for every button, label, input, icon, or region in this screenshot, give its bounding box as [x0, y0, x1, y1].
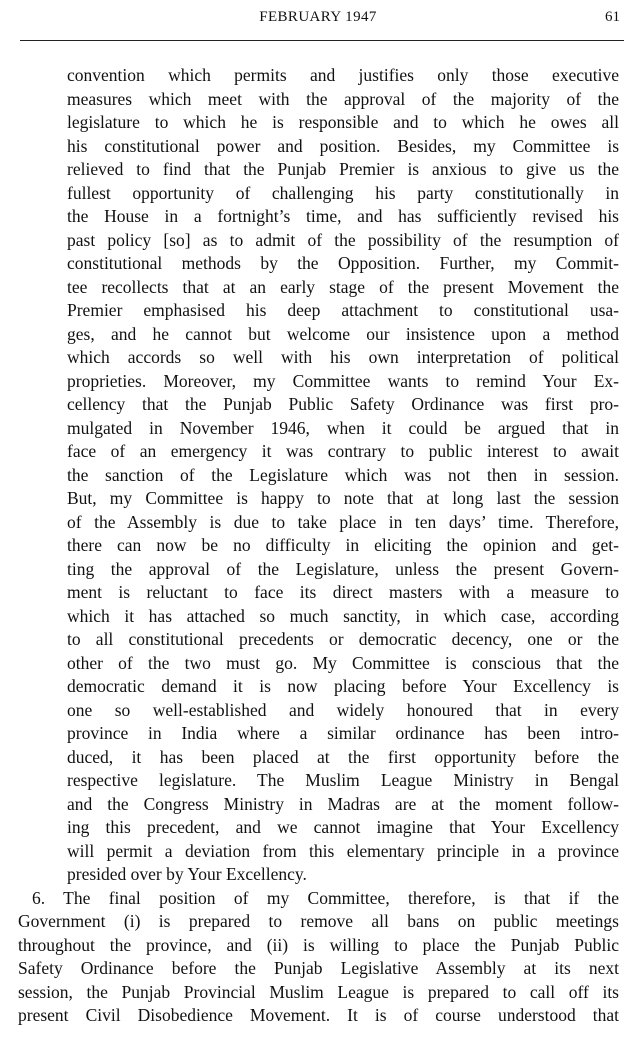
text-line: session, the Punjab Provincial Muslim League is prepared to call off its: [18, 981, 619, 1002]
running-title: FEBRUARY 1947: [259, 9, 377, 25]
text-line: which it has attached so much sanctity, in which case, according: [67, 605, 619, 626]
text-line: duced, it has been placed at the first opportunity before the: [67, 746, 619, 767]
text-line: fullest opportunity of challenging his party constitutionally in: [67, 182, 619, 203]
text-line: mulgated in November 1946, when it could be argued that in: [67, 417, 619, 438]
text-line: will permit a deviation from this elementary principle in a province: [67, 840, 619, 861]
text-line: past policy [so] as to admit of the possibility of the resumption of: [67, 229, 619, 250]
text-line: cellency that the Punjab Public Safety Ordinance was first pro-: [67, 394, 619, 414]
text-line: face of an emergency it was contrary to public interest to await: [67, 441, 619, 461]
page-header: [0, 6, 636, 30]
header-rule: [20, 40, 624, 41]
text-line: the sanction of the Legislature which was not then in session.: [67, 464, 619, 485]
text-line: proprieties. Moreover, my Committee wants to remind Your Ex-: [67, 370, 619, 391]
text-line: democratic demand it is now placing before Your Excellency is: [67, 676, 619, 696]
text-line: But, my Committee is happy to note that at long last the session: [67, 488, 619, 508]
text-line: one so well-established and widely honoured that in every: [67, 699, 619, 720]
page-body: [0, 64, 636, 1028]
text-line: measures which meet with the approval of the majority of the: [67, 88, 619, 109]
text-line: ges, and he cannot but welcome our insistence upon a method: [67, 323, 619, 344]
text-line: the House in a fortnight’s time, and has sufficiently revised his: [67, 206, 619, 226]
text-line: legislature to which he is responsible and to which he owes all: [67, 112, 619, 132]
quoted-letter-text: [0, 64, 636, 887]
text-line: and the Congress Ministry in Madras are at the moment follow-: [67, 793, 619, 814]
text-line: respective legislature. The Muslim League Ministry in Bengal: [67, 770, 619, 790]
text-line: ting the approval of the Legislature, unless the present Govern-: [67, 558, 619, 579]
text-line: tee recollects that at an early stage of the present Movement the: [67, 276, 619, 297]
page-number: 61: [605, 9, 620, 25]
text-line: Government (i) is prepared to remove all bans on public meetings: [18, 911, 619, 931]
paragraph-6: [0, 887, 636, 1028]
text-line: there can now be no difficulty in eliciting the opinion and get-: [67, 535, 619, 555]
text-line: other of the two must go. My Committee is conscious that the: [67, 652, 619, 673]
text-line: convention which permits and justifies only those executive: [67, 65, 619, 85]
text-line: 6. The final position of my Committee, therefore, is that if the: [32, 887, 619, 908]
text-line: to all constitutional precedents or democratic decency, one or the: [67, 629, 619, 649]
text-line: his constitutional power and position. Besides, my Committee is: [67, 135, 619, 156]
text-line: presided over by Your Excellency.: [67, 864, 307, 884]
text-line: present Civil Disobedience Movement. It is of course understood that: [18, 1005, 619, 1025]
text-line: constitutional methods by the Opposition. Further, my Commit-: [67, 253, 619, 273]
text-line: Premier emphasised his deep attachment to constitutional usa-: [67, 300, 619, 320]
text-line: throughout the province, and (ii) is willing to place the Punjab Public: [18, 934, 619, 955]
text-line: which accords so well with his own interpretation of political: [67, 347, 619, 367]
text-line: of the Assembly is due to take place in ten days’ time. Therefore,: [67, 511, 619, 532]
text-line: Safety Ordinance before the Punjab Legislative Assembly at its next: [18, 958, 619, 978]
text-line: ment is reluctant to face its direct masters with a measure to: [67, 582, 619, 602]
text-line: province in India where a similar ordinance has been intro-: [67, 723, 619, 743]
text-line: relieved to find that the Punjab Premier is anxious to give us the: [67, 159, 619, 179]
text-line: ing this precedent, and we cannot imagine that Your Excellency: [67, 817, 619, 837]
